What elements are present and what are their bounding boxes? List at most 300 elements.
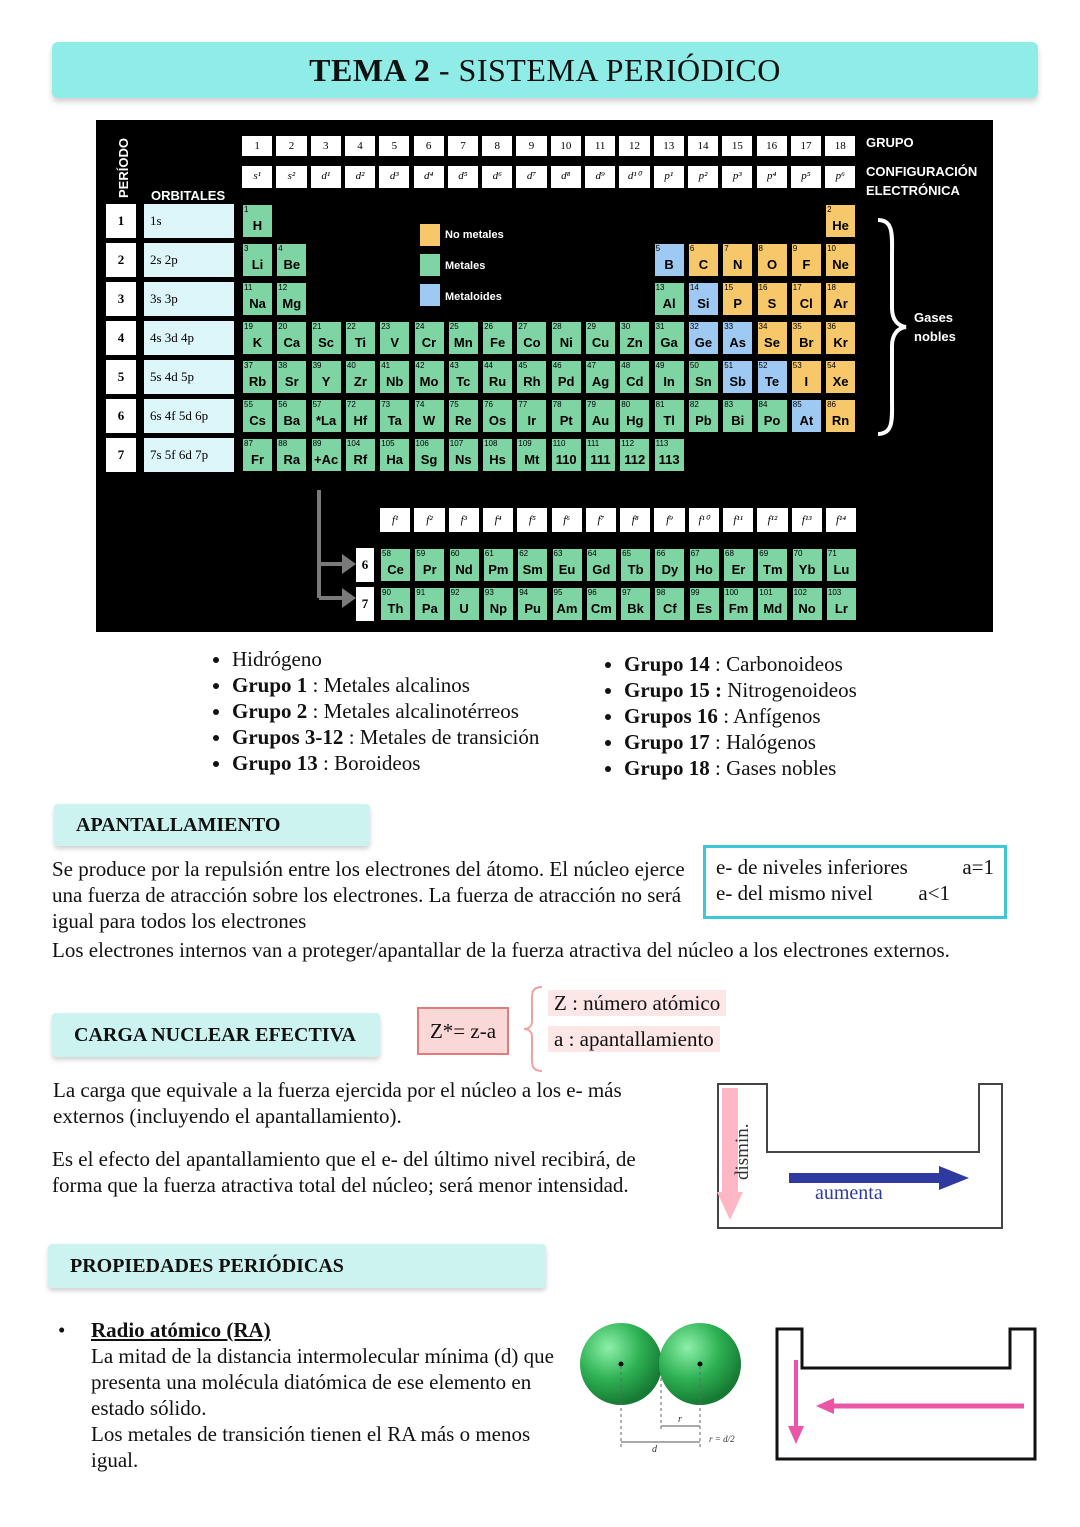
element-cell [825,360,856,394]
element-cell [654,282,685,316]
f-element-cell [826,587,857,621]
element-symbol: Sm [522,562,543,577]
group-number: 1 [242,136,272,156]
atomic-number: 70 [793,549,803,558]
element-symbol: Ha [386,452,403,467]
atomic-number: 96 [587,588,597,597]
period-number: 1 [106,204,136,238]
atomic-number: 78 [552,400,562,409]
atomic-number: 36 [827,322,836,331]
z-definition: Z : número atómico [548,990,726,1016]
atomic-number: 8 [758,244,763,253]
element-cell [551,360,582,394]
element-symbol: Fr [251,452,264,467]
element-cell [242,282,273,316]
element-symbol: C [698,257,709,272]
atomic-number: 81 [655,400,665,409]
element-symbol: Rh [523,374,541,389]
atomic-number: 38 [278,361,288,370]
atomic-number: 50 [689,361,699,370]
f-config: f² [414,508,444,532]
f-element-cell [483,587,514,621]
fig-d-label: d [652,1444,657,1455]
atomic-number: 15 [724,283,734,292]
element-cell [276,360,307,394]
propiedades-heading: PROPIEDADES PERIÓDICAS [48,1244,546,1288]
element-cell [414,360,445,394]
atomic-number: 7 [724,244,729,253]
definitions-brace [522,985,546,1073]
element-cell [276,438,307,472]
element-symbol: Cs [249,413,266,428]
element-cell [276,321,307,355]
atomic-number: 59 [416,549,426,558]
group-list-item: • Grupo 15 : Nitrogenoideos [624,677,930,703]
atomic-number: 90 [382,588,391,597]
f-element-cell [792,548,823,582]
group-config: p⁴ [757,166,787,188]
group-list-item: • Grupo 1 : Metales alcalinos [232,672,588,698]
atomic-number: 110 [552,439,566,448]
period-number: 2 [106,243,136,277]
element-symbol: Tl [663,413,675,428]
element-cell [551,321,582,355]
element-cell [379,399,410,433]
f-config: f¹² [757,508,787,532]
element-symbol: Re [454,413,472,428]
element-symbol: Cf [663,601,677,616]
element-symbol: Cl [799,296,813,311]
element-symbol: Ra [283,452,301,467]
atomic-number: 86 [827,400,836,409]
noble-gases-brace [872,216,912,438]
element-symbol: Th [387,601,404,616]
atomic-number: 19 [244,322,253,331]
element-cell [242,321,273,355]
f-config: f¹³ [792,508,822,532]
legend-metal-swatch [420,254,440,276]
element-cell [654,399,685,433]
element-cell [654,438,685,472]
carga-heading: CARGA NUCLEAR EFECTIVA [52,1013,380,1057]
apantallamiento-p2: Los electrones internos van a proteger/apantallar de la fuerza atractiva del núcleo a los electrones externos. [52,938,950,962]
atomic-number: 56 [278,400,288,409]
f-element-cell [586,548,617,582]
f-config: f¹ [380,508,410,532]
element-cell [276,243,307,277]
atomic-number: 112 [621,439,635,448]
atomic-number: 66 [656,549,666,558]
f-element-cell [449,548,480,582]
element-symbol: Ga [660,335,678,350]
element-symbol: Y [321,374,331,389]
atomic-number: 3 [244,244,249,253]
group-list-item: • Grupo 2 : Metales alcalinotérreos [232,698,588,724]
f-period-number: 6 [356,548,374,582]
element-cell [242,243,273,277]
element-cell [619,321,650,355]
atomic-number: 30 [621,322,631,331]
group-config: d⁹ [585,166,615,188]
group-list-item: • Hidrógeno [232,646,588,672]
atomic-number: 48 [621,361,631,370]
element-symbol: N [732,257,743,272]
element-symbol: Zn [626,335,643,350]
element-cell [242,438,273,472]
element-cell [242,360,273,394]
f-element-cell [689,587,720,621]
legend-metalloid: Metaloides [445,291,502,303]
element-symbol: H [252,218,263,233]
element-symbol: Pr [422,562,437,577]
period-orbitals: 3s 3p [144,282,234,316]
element-cell [414,399,445,433]
element-symbol: Pm [488,562,509,577]
atomic-number: 108 [484,439,498,448]
element-cell [311,399,342,433]
atomic-number: 28 [552,322,562,331]
legend-nonmetal-swatch [420,224,440,246]
atomic-number: 16 [758,283,768,292]
element-cell [311,321,342,355]
group-list-item: • Grupos 16 : Anfígenos [624,703,930,729]
element-symbol: Tc [456,374,471,389]
element-cell [825,282,856,316]
group-number: 8 [482,136,512,156]
atomic-number: 77 [518,400,528,409]
group-number: 13 [654,136,684,156]
f-config: f⁸ [620,508,650,532]
atomic-number: 84 [758,400,768,409]
element-symbol: Cu [591,335,610,350]
element-symbol: W [422,413,436,428]
element-cell [688,321,719,355]
element-cell [757,321,788,355]
period-orbitals: 5s 4d 5p [144,360,234,394]
group-config: d⁶ [482,166,512,188]
atomic-number: 20 [278,322,288,331]
element-cell [585,360,616,394]
group-number: 11 [585,136,615,156]
group-config: p² [688,166,718,188]
element-symbol: Se [764,335,780,350]
atomic-number: 26 [484,322,493,331]
apantallamiento-values-box [703,845,1007,919]
element-cell [757,243,788,277]
element-symbol: Tm [763,562,783,577]
element-symbol: Br [799,335,814,350]
atomic-number: 102 [793,588,807,597]
element-symbol: Ru [488,374,507,389]
element-symbol: Al [662,296,676,311]
element-symbol: Po [763,413,781,428]
atomic-number: 10 [827,244,836,253]
element-symbol: Nd [455,562,473,577]
atomic-number: 1 [244,205,249,214]
element-symbol: S [767,296,777,311]
f-period-number: 7 [356,587,374,621]
element-symbol: Np [489,601,508,616]
atomic-number: 60 [450,549,460,558]
element-symbol: O [766,257,778,272]
element-symbol: At [799,413,814,428]
element-cell [688,399,719,433]
atomic-number: 35 [792,322,802,331]
atomic-number: 18 [827,283,836,292]
group-number: 10 [551,136,581,156]
f-config: f⁵ [517,508,547,532]
radio-atomico-item: • Radio atómico (RA) La mitad de la distancia intermolecular mínima (d) que presenta una molécula diatómica de ese elemento en estado sólido. Los metales de transición tienen el RA más o menos igual. [58,1317,558,1473]
element-cell [825,321,856,355]
element-symbol: Md [763,601,783,616]
page-title: TEMA 2 - SISTEMA PERIÓDICO [309,51,781,88]
legend-metalloid-swatch [420,284,440,306]
atomic-number: 75 [449,400,459,409]
groups-list-left [208,646,588,776]
element-symbol: Lr [834,601,848,616]
f-config: f³ [449,508,479,532]
f-element-cell [689,548,720,582]
f-element-cell [792,587,823,621]
atomic-number: 94 [519,588,529,597]
inferior-levels-label: e- de niveles inferiores [716,855,908,879]
atomic-number: 34 [758,322,768,331]
atomic-number: 41 [381,361,391,370]
period-orbitals: 2s 2p [144,243,234,277]
atomic-number: 99 [690,588,700,597]
element-symbol: Kr [833,335,848,350]
group-config: d² [345,166,375,188]
atomic-number: 113 [655,439,669,448]
element-cell [791,282,822,316]
element-cell [757,399,788,433]
atomic-number: 101 [759,588,773,597]
atomic-number: 95 [553,588,563,597]
element-cell [242,204,273,238]
element-cell [379,321,410,355]
f-config: f⁶ [552,508,582,532]
atomic-number: 46 [552,361,562,370]
group-number: 5 [379,136,409,156]
group-list-item: • Grupo 17 : Halógenos [624,729,930,755]
atomic-number: 85 [792,400,802,409]
atomic-number: 97 [622,588,631,597]
f-element-cell [552,587,583,621]
element-symbol: Tb [627,562,644,577]
element-symbol: Fm [728,601,749,616]
radio-atomico-title: Radio atómico (RA) [91,1318,271,1342]
periodo-label: PERÍODO [116,138,131,198]
f-element-cell [586,587,617,621]
atomic-number: 42 [415,361,425,370]
element-cell [791,360,822,394]
element-cell [242,399,273,433]
element-cell [722,321,753,355]
element-symbol: Co [523,335,541,350]
element-symbol: Ns [454,452,472,467]
group-config: d¹ [311,166,341,188]
config-label: CONFIGURACIÓN [866,164,978,179]
element-symbol: Sn [695,374,712,389]
atomic-number: 74 [415,400,425,409]
element-cell [654,360,685,394]
element-cell [448,399,479,433]
atomic-number: 54 [827,361,836,370]
element-cell [722,399,753,433]
atomic-number: 104 [346,439,361,448]
zeff-formula: Z*= z-a [417,1007,509,1055]
atomic-number: 80 [621,400,631,409]
element-symbol: He [832,218,849,233]
group-number: 18 [825,136,855,156]
atomic-number: 32 [689,322,699,331]
group-number: 9 [516,136,546,156]
atomic-number: 89 [312,439,322,448]
atomic-number: 12 [278,283,288,292]
f-element-cell [380,587,411,621]
element-cell [482,438,513,472]
element-cell [551,438,582,472]
aumenta-label: aumenta [815,1182,883,1204]
element-symbol: +Ac [313,452,339,467]
element-symbol: Eu [558,562,576,577]
element-symbol: Sr [284,374,299,389]
group-config: p¹ [654,166,684,188]
atomic-number: 93 [484,588,494,597]
element-cell [551,399,582,433]
group-list-item: • Grupo 13 : Boroideos [232,750,588,776]
element-symbol: Ti [354,335,367,350]
element-symbol: Os [488,413,507,428]
f-element-cell [654,548,685,582]
element-cell [791,243,822,277]
grupo-label: GRUPO [866,135,914,150]
element-symbol: Ag [591,374,610,389]
f-config: f¹⁴ [826,508,856,532]
period-number: 6 [106,399,136,433]
element-symbol: Gd [592,562,611,577]
period-orbitals: 1s [144,204,234,238]
element-symbol: Hg [626,413,644,428]
atomic-number: 47 [587,361,596,370]
group-config: d⁸ [551,166,581,188]
atomic-number: 61 [484,549,494,558]
element-cell [345,360,376,394]
atomic-number: 73 [381,400,391,409]
element-symbol: Pu [524,601,541,616]
element-symbol: Am [556,601,578,616]
element-symbol: Sb [729,374,746,389]
element-cell [688,243,719,277]
period-number: 5 [106,360,136,394]
f-element-cell [757,587,788,621]
element-symbol: No [798,601,816,616]
element-cell [379,438,410,472]
f-element-cell [723,587,754,621]
f-element-cell [449,587,480,621]
element-symbol: Ba [283,413,301,428]
atomic-number: 21 [312,322,322,331]
element-cell [311,438,342,472]
atomic-number: 2 [827,205,832,214]
element-cell [276,399,307,433]
atomic-number: 71 [827,549,837,558]
atomic-number: 5 [655,244,661,253]
f-config: f⁷ [586,508,616,532]
f-element-cell [654,587,685,621]
atomic-number: 103 [827,588,842,597]
fig-equation: r = d/2 [709,1434,735,1444]
atomic-number: 87 [244,439,253,448]
atomic-number: 29 [587,322,596,331]
carga-p1: La carga que equivale a la fuerza ejercida por el núcleo a los e- más externos (incluyendo el apantallamiento). [53,1078,622,1128]
radio-atomico-p1: La mitad de la distancia intermolecular mínima (d) que presenta una molécula diatómica de ese elemento en estado sólido. [91,1344,554,1420]
group-list-item: • Grupos 3-12 : Metales de transición [232,724,588,750]
atomic-number: 23 [381,322,391,331]
element-symbol: 113 [658,452,680,467]
atomic-number: 63 [553,549,563,558]
atomic-number: 88 [278,439,288,448]
atomic-number: 83 [724,400,734,409]
atomic-number: 33 [724,322,734,331]
atomic-number: 40 [346,361,356,370]
element-symbol: *La [315,413,337,428]
f-config: f⁴ [483,508,513,532]
f-block-arrows [306,488,358,614]
element-symbol: Pa [421,601,438,616]
legend-nonmetal: No metales [445,229,504,241]
element-cell [448,321,479,355]
element-symbol: Ar [833,296,848,311]
element-symbol: Li [251,257,264,272]
element-symbol: Cm [590,601,612,616]
element-symbol: F [802,257,811,272]
element-cell [722,243,753,277]
group-config: s¹ [242,166,272,188]
f-config: f¹¹ [723,508,753,532]
zeff-trend-diagram [715,1082,1007,1232]
group-config: d⁵ [448,166,478,188]
element-symbol: Cd [626,374,644,389]
element-symbol: Yb [798,562,816,577]
atomic-number: 65 [622,549,631,558]
element-cell [345,321,376,355]
element-symbol: As [729,335,746,350]
atomic-number: 68 [725,549,734,558]
group-number: 7 [448,136,478,156]
element-symbol: P [733,296,743,311]
element-cell [688,360,719,394]
element-symbol: Rn [831,413,850,428]
f-element-cell [414,587,445,621]
apantallamiento-p1: Se produce por la repulsión entre los electrones del átomo. El núcleo ejerce una fuerza de atracción sobre los electrones. La fuerza de atracción no será igual para todos los electrones [52,857,685,933]
atomic-number: 55 [244,400,253,409]
f-element-cell [620,587,651,621]
atomic-number: 98 [656,588,666,597]
element-cell [379,360,410,394]
atomic-number: 43 [449,361,459,370]
element-cell [516,360,547,394]
element-symbol: Rf [353,452,368,467]
atomic-number: 14 [689,283,699,292]
element-symbol: Ca [283,335,301,350]
element-symbol: Hs [489,452,506,467]
group-number: 16 [757,136,787,156]
element-symbol: Mt [524,452,540,467]
atomic-number: 91 [416,588,426,597]
group-list-item: • Grupo 14 : Carbonoideos [624,651,930,677]
atomic-number: 79 [587,400,596,409]
